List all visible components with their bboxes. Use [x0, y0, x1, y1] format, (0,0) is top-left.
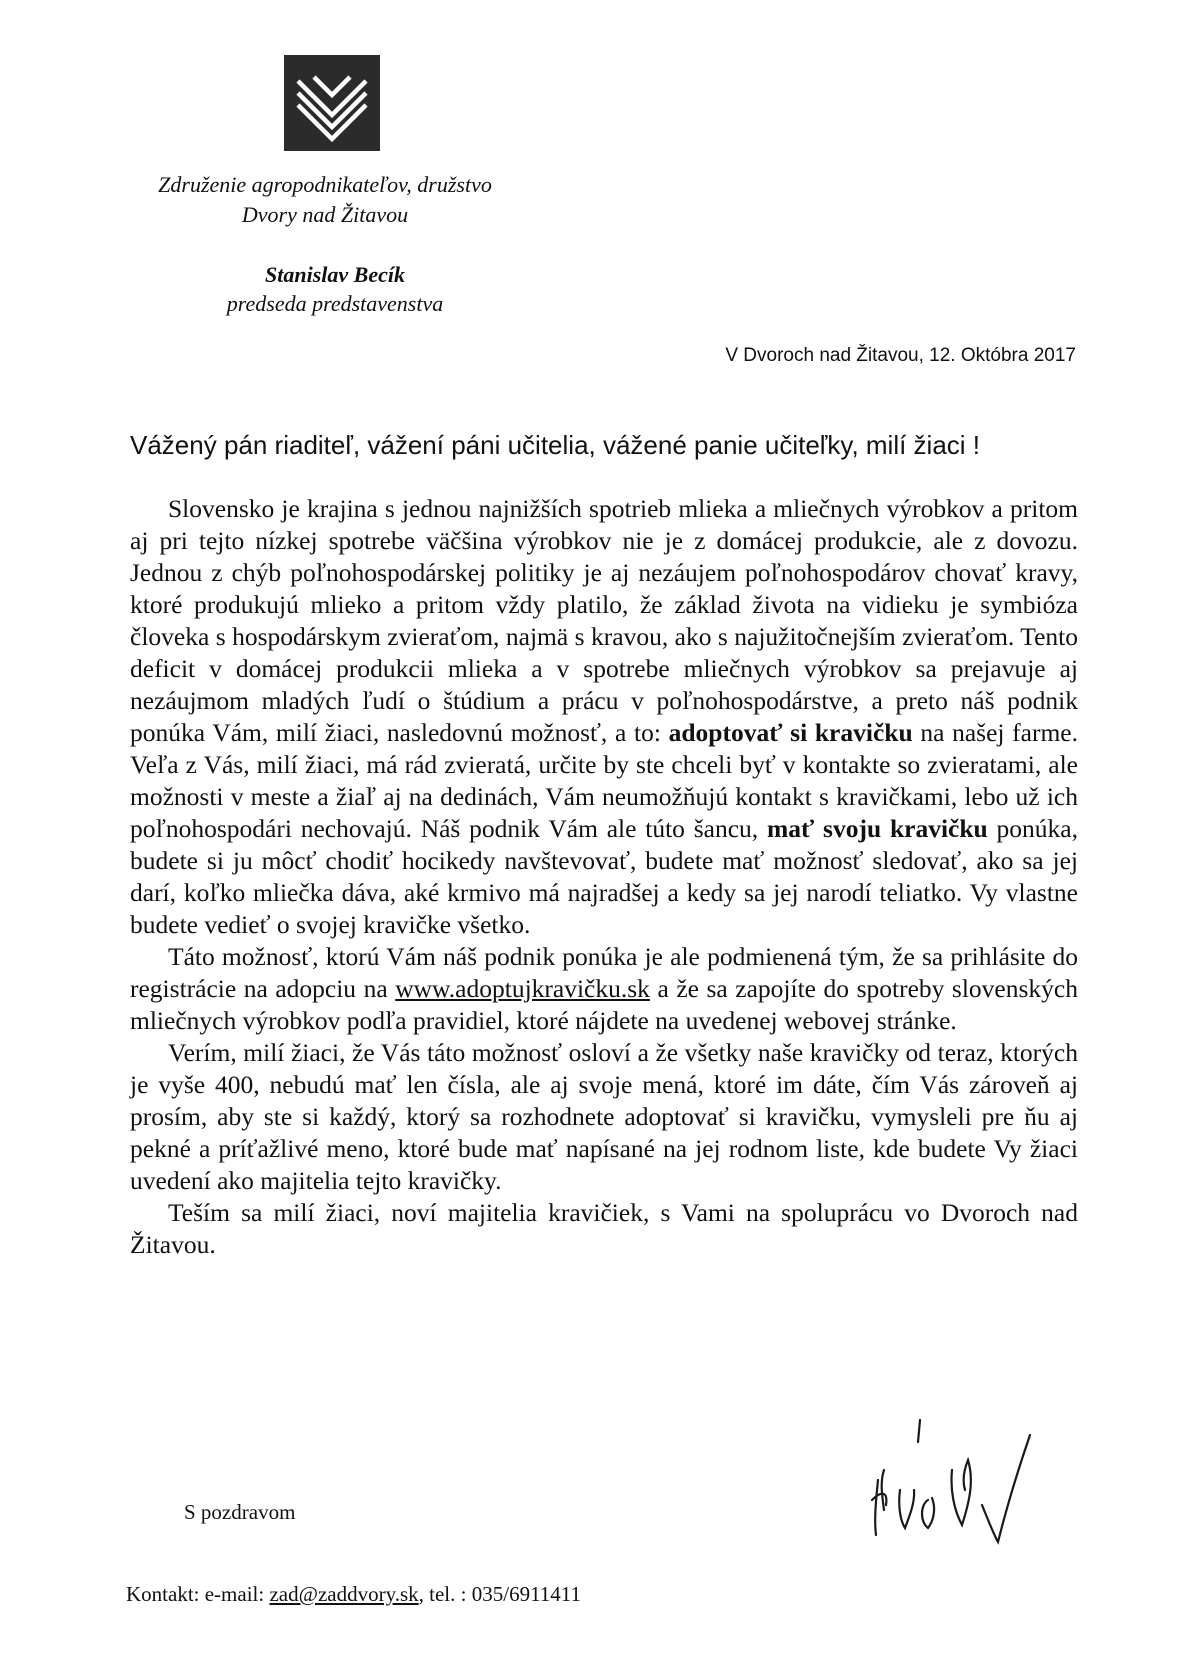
paragraph-1	[130, 493, 1078, 941]
paragraph-2-text-b: a že sa zapojíte do spotreby slovenských mliečnych výrobkov podľa pravidiel, ktoré nájdete na uvedenej webovej stránke.	[130, 974, 1078, 1035]
contact-phone: , tel. : 035/6911411	[418, 1582, 582, 1606]
sender-name: Stanislav Becík	[265, 262, 405, 287]
sender-role: predseda predstavenstva	[226, 291, 444, 316]
letter-body	[130, 493, 1078, 1261]
paragraph-2-text-a: Táto možnosť, ktorú Vám náš podnik ponúka je ale podmienená tým, že sa prihlásite do registrácie na adopciu na	[130, 942, 1078, 1003]
organization-name: Združenie agropodnikateľov, družstvo	[158, 172, 492, 197]
paragraph-2	[130, 941, 1078, 1037]
signature-image	[870, 1410, 1040, 1550]
contact-email-link[interactable]: zad@zaddvory.sk	[269, 1582, 419, 1606]
closing: S pozdravom	[184, 1500, 296, 1524]
contact-prefix: Kontakt: e-mail:	[126, 1582, 270, 1606]
website-link[interactable]: www.adoptujkravičku.sk	[395, 974, 650, 1003]
paragraph-1-text-c: ponúka, budete si ju môcť chodiť hocikedy navštevovať, budete mať možnosť sledovať, ako sa jej darí, koľko mliečka dáva, aké krmivo má najradšej a kedy sa jej narodí teliatko. Vy vlastne budete vedieť o svojej kravičke všetko.	[130, 814, 1078, 939]
paragraph-3: Verím, milí žiaci, že Vás táto možnosť osloví a že všetky naše kravičky od teraz, ktorých je vyše 400, nebudú mať len čísla, ale aj svoje mená, ktoré im dáte, čím Vás zároveň aj prosím, aby ste si každý, ktorý sa rozhodnete adoptovať si kravičku, vymysleli pre ňu aj pekné a príťažlivé meno, ktoré bude mať napísané na jej rodnom liste, kde budete Vy žiaci uvedení ako majitelia tejto kravičky.	[130, 1038, 1078, 1195]
company-logo	[284, 55, 380, 151]
own-cow-emphasis: mať svoju kravičku	[766, 814, 988, 843]
paragraph-1-text-b: na našej farme. Veľa z Vás, milí žiaci, má rád zvieratá, určite by ste chceli byť v kontakte so zvieratami, ale možnosti v meste a žiaľ aj na dedinách, Vám neumožňujú kontakt s kravičkami, lebo už ich poľnohospodári nechovajú. Náš podnik Vám ale túto šancu,	[130, 718, 1079, 843]
paragraph-4: Teším sa milí žiaci, noví majitelia kravičiek, s Vami na spoluprácu vo Dvoroch nad Žitavou.	[130, 1198, 1078, 1259]
contact-info	[126, 1582, 581, 1607]
organization-location: Dvory nad Žitavou	[241, 202, 409, 227]
adopt-cow-emphasis: adoptovať si kravičku	[668, 718, 913, 747]
salutation: Vážený pán riaditeľ, vážení páni učitelia, vážené panie učiteľky, milí žiaci !	[130, 430, 981, 460]
letter-date: V Dvoroch nad Žitavou, 12. Októbra 2017	[725, 345, 1076, 366]
paragraph-1-text-a: Slovensko je krajina s jednou najnižších spotrieb mlieka a mliečnych výrobkov a pritom aj pri tejto nízkej spotrebe väčšina výrobkov nie je z domácej produkcie, ale z dovozu. Jednou z chýb poľnohospodárskej politiky je aj nezáujem poľnohospodárov chovať kravy, ktoré produkujú mlieko a pritom vždy platilo, že základ života na vidieku je symbióza človeka s hospodárskym zvieraťom, najmä s kravou, ako s najužitočnejším zvieraťom. Tento deficit v domácej produkcii mlieka a v spotrebe mliečnych výrobkov sa prejavuje aj nezáujmom mladých ľudí o štúdium a prácu v poľnohospodárstve, a preto náš podnik ponúka Vám, milí žiaci, nasledovnú možnosť, a to:	[130, 494, 1078, 747]
